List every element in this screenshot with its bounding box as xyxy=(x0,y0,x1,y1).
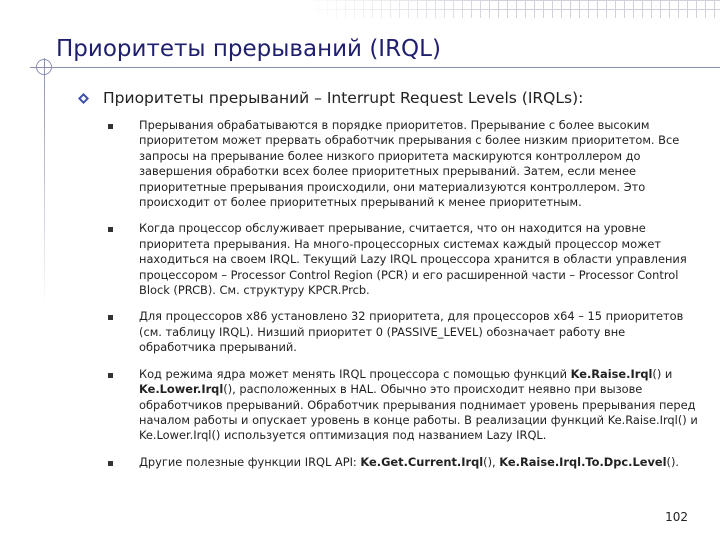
square-bullet-icon xyxy=(108,124,113,129)
item-text: Прерывания обрабатываются в порядке приоритетов. Прерывание с более высоким приоритетом может прервать обработчик прерывания с более низким приоритетом. Все запросы на прерывание более низкого приоритета маскируются контроллером до завершения обработки всех более приоритетных прерываний. Затем, если менее приоритетные прерывания происходили, они материализуются контроллером. Это происходит от более приоритетных прерываний к менее приоритетным. xyxy=(139,118,680,210)
list-item xyxy=(108,367,698,444)
item-text-part: (), расположенных в HAL. Обычно это происходит неявно при вызове обработчиков прерываний. Обработчик прерывания поднимает уровень прерывания перед началом работы и опускает уровень в конце работы. В реализации функций Ke.Raise.Irql() и Ke.Lower.Irql() используется оптимизация под названием Lazy IRQL. xyxy=(139,382,698,443)
list-item xyxy=(108,455,698,470)
lead-line xyxy=(78,89,583,107)
square-bullet-icon xyxy=(108,227,113,232)
function-name: Ke.Raise.Irql xyxy=(570,366,653,381)
list-item xyxy=(108,221,698,298)
page-number: 102 xyxy=(665,510,688,524)
header-grid-fade xyxy=(300,0,500,18)
item-text xyxy=(139,367,698,444)
crosshair-ring xyxy=(36,59,52,75)
function-name: Ke.Raise.Irql.To.Dpc.Level xyxy=(499,454,667,469)
diamond-bullet-icon xyxy=(78,93,89,104)
square-bullet-icon xyxy=(108,461,113,466)
slide-title: Приоритеты прерываний (IRQL) xyxy=(56,36,441,62)
item-text xyxy=(139,455,679,470)
item-text-part: (), xyxy=(483,454,500,469)
lead-text: Приоритеты прерываний – Interrupt Request Levels (IRQLs): xyxy=(103,89,584,107)
item-text-part: () и xyxy=(652,366,673,381)
bullet-list xyxy=(108,118,698,481)
square-bullet-icon xyxy=(108,373,113,378)
function-name: Ke.Lower.Irql xyxy=(139,382,224,397)
item-text: Для процессоров x86 установлено 32 приоритета, для процессоров x64 – 15 приоритетов (см. таблицу IRQL). Низший приоритет 0 (PASSIVE_LEVEL) обозначает работу вне обработчика прерываний. xyxy=(139,309,684,355)
square-bullet-icon xyxy=(108,315,113,320)
vertical-guide-line xyxy=(44,58,45,308)
item-text-part: Код режима ядра может менять IRQL процессора с помощью функций xyxy=(139,366,571,381)
function-name: Ke.Get.Current.Irql xyxy=(360,454,484,469)
item-text-part: (). xyxy=(666,454,680,469)
list-item xyxy=(108,118,698,210)
list-item xyxy=(108,309,698,355)
title-underline xyxy=(30,67,720,68)
item-text-part: Другие полезные функции IRQL API: xyxy=(139,454,361,469)
item-text: Когда процессор обслуживает прерывание, считается, что он находится на уровне приоритета прерывания. На много-процессорных системах каждый процессор может находиться на своем IRQL. Текущий Lazy IRQL процессора хранится в области управления процессором – Processor Control Region (PCR) и его расширенной части – Processor Control Block (PRCB). См. структуру KPCR.Prcb. xyxy=(139,221,687,298)
